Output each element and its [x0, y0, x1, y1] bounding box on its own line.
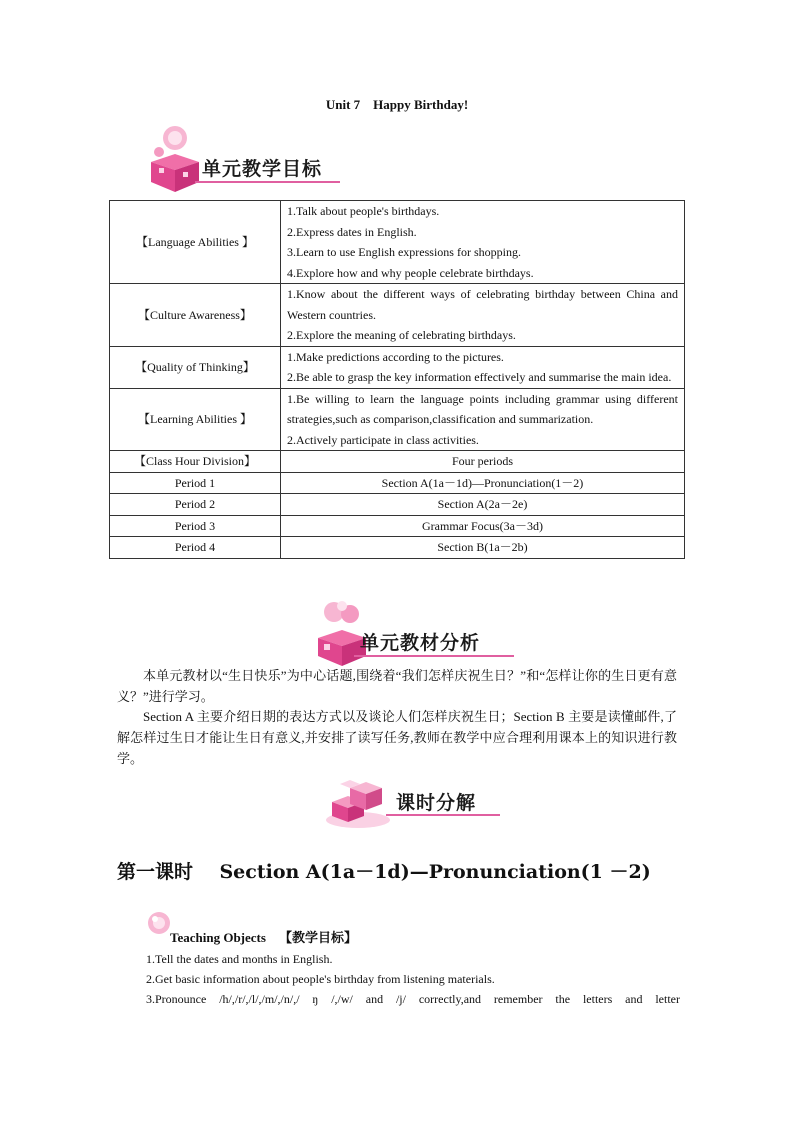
goal-line: 1.Know about the different ways of celebrating birthday between China and Western countries. [287, 287, 678, 322]
period-content: Section B(1a－2b) [281, 537, 685, 559]
gift-box-icon [145, 124, 205, 194]
class-hour-division-row [110, 451, 685, 473]
goals-row [110, 346, 685, 388]
goal-line: 2.Actively participate in class activities. [287, 432, 479, 447]
goal-line: 2.Explore the meaning of celebrating birthdays. [287, 328, 516, 342]
banner-analysis-text: 单元教材分析 [360, 632, 481, 654]
goal-line: 2.Express dates in English. [287, 224, 417, 239]
period-label: Period 2 [110, 494, 281, 516]
goal-description [281, 388, 685, 451]
goal-line: 1.Be willing to learn the language points including grammar using different strategies,such as comparison,classification and summarization. [287, 391, 678, 426]
goal-category-label: 【Quality of Thinking】 [110, 346, 281, 388]
banner-underline [195, 181, 340, 183]
period-label: Period 1 [110, 472, 281, 494]
goal-line: 3.Learn to use English expressions for shopping. [287, 245, 521, 259]
goal-description [281, 201, 685, 284]
banner-underline [386, 814, 500, 816]
goals-row [110, 388, 685, 451]
goal-line: 2.Be able to grasp the key information effectively and summarise the main idea. [287, 370, 672, 384]
period-row [110, 494, 685, 516]
teaching-objects-title: Teaching Objects 【教学目标】 [170, 930, 357, 945]
goal-description [281, 346, 685, 388]
goals-row [110, 201, 685, 284]
goal-line: 4.Explore how and why people celebrate birthdays. [287, 265, 534, 280]
stacked-blocks-icon [322, 770, 394, 830]
goal-category-label: 【Learning Abilities 】 [110, 388, 281, 451]
goals-row [110, 284, 685, 347]
flower-icon [146, 910, 172, 936]
period-label: Period 3 [110, 515, 281, 537]
goal-category-label: 【Culture Awareness】 [110, 284, 281, 347]
analysis-paragraph-2: Section A 主要介绍日期的表达方式以及谈论人们怎样庆祝生日；Section B 主要是读懂邮件,了解怎样过生日才能让生日有意义,并安排了读写任务,教师在教学中应合理利用课本上的知识进行教学。 [117, 709, 677, 766]
banner-goals-text: 单元教学目标 [202, 158, 323, 180]
banner-period-breakdown [322, 770, 512, 842]
banner-periods-text: 课时分解 [396, 792, 477, 814]
teaching-objects-header [146, 910, 446, 944]
goal-line: 1.Talk about people's birthdays. [287, 204, 440, 218]
goals-table [109, 200, 685, 559]
banner-teaching-goals [145, 124, 345, 196]
class-hour-division-value: Four periods [281, 451, 685, 473]
period-row [110, 515, 685, 537]
period-row [110, 537, 685, 559]
period-content: Section A(1a－1d)—Pronunciation(1－2) [281, 472, 685, 494]
goal-line: 1.Make predictions according to the pictures. [287, 349, 504, 364]
period-row [110, 472, 685, 494]
banner-underline [354, 655, 514, 657]
teaching-objects-list [146, 949, 680, 1009]
goal-description [281, 284, 685, 347]
period-content: Section A(2a－2e) [281, 494, 685, 516]
class-hour-division-label: 【Class Hour Division】 [110, 451, 281, 473]
goal-category-label: 【Language Abilities 】 [110, 201, 281, 284]
banner-material-analysis [312, 600, 522, 672]
lesson-title: 第一课时 Section A(1a－1d)—Pronunciation(1 －2) [117, 861, 651, 883]
objective-item: 3.Pronounce /h/,/r/,/l/,/m/,/n/,/ ŋ /,/w/ and /j/ correctly,and remember the letters and letter [146, 992, 680, 1006]
objective-item: 2.Get basic information about people's birthday from listening materials. [146, 972, 495, 986]
unit-title: Unit 7 Happy Birthday! [325, 97, 469, 112]
period-label: Period 4 [110, 537, 281, 559]
objective-item: 1.Tell the dates and months in English. [146, 952, 333, 966]
period-content: Grammar Focus(3a－3d) [281, 515, 685, 537]
analysis-paragraph-1: 本单元教材以“生日快乐”为中心话题,围绕着“我们怎样庆祝生日？”和“怎样让你的生日更有意义？”进行学习。 [117, 668, 677, 704]
